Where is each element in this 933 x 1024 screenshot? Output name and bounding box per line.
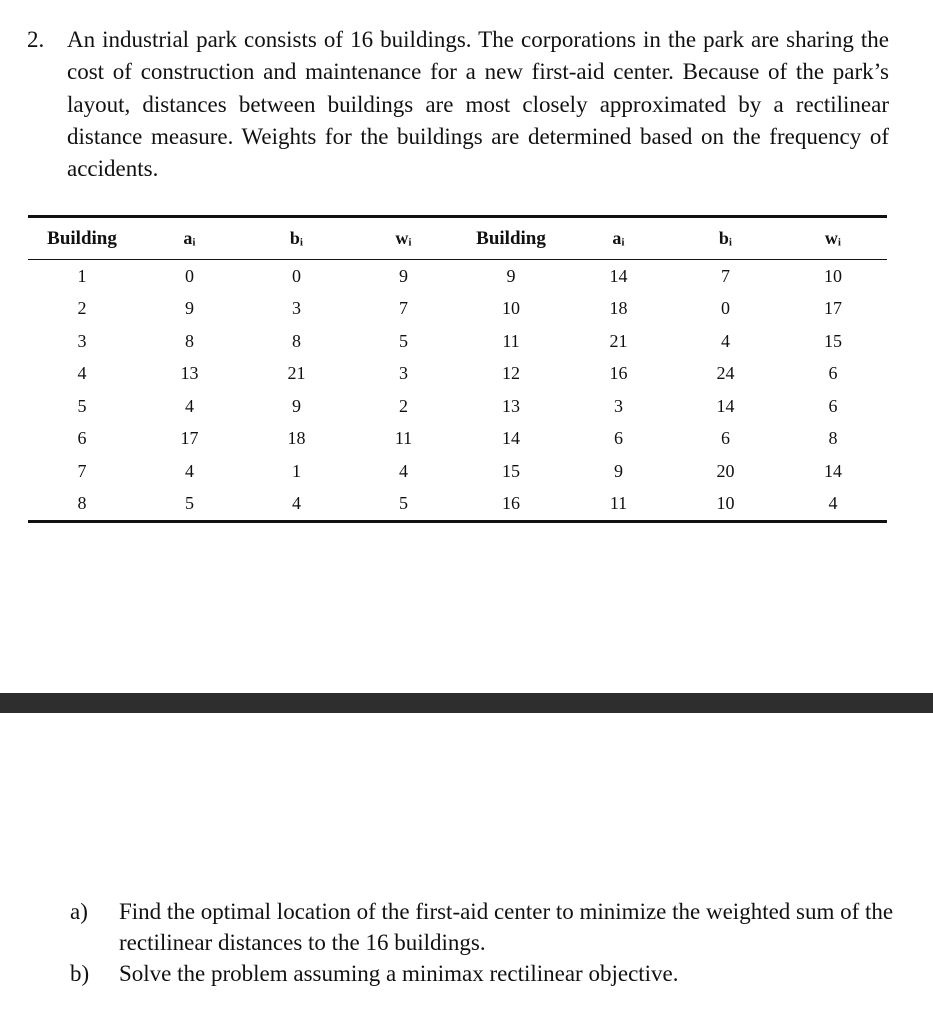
- table-cell: 24: [716, 363, 735, 384]
- table-cell: 5: [77, 395, 87, 416]
- header-b-2: bᵢ: [718, 228, 733, 248]
- table-cell: 11: [609, 493, 628, 514]
- table-row: [28, 423, 887, 456]
- table-cell: 12: [502, 363, 520, 384]
- table-cell: 4: [185, 460, 194, 481]
- table-header-row: [28, 217, 887, 260]
- question-a: [70, 896, 900, 958]
- table-row: [28, 455, 887, 488]
- question-a-text: Find the optimal location of the first-aid center to minimize the weighted sum of the rectilinear distances to the 16 buildings.: [119, 899, 894, 955]
- table-cell: 8: [185, 330, 194, 351]
- table-cell: 14: [716, 395, 735, 416]
- question-a-label: a): [70, 899, 88, 924]
- table-cell: 4: [185, 395, 194, 416]
- header-w-2: wᵢ: [824, 228, 842, 248]
- table-cell: 9: [506, 265, 516, 286]
- table-cell: 4: [292, 493, 301, 514]
- table-cell: 9: [292, 395, 301, 416]
- header-w: wᵢ: [395, 228, 412, 248]
- table-cell: 14: [609, 265, 628, 286]
- table-cell: 3: [292, 298, 301, 319]
- table-cell: 4: [721, 330, 730, 351]
- table-cell: 9: [614, 460, 623, 481]
- table-cell: 17: [824, 298, 842, 319]
- table-cell: 3: [399, 363, 408, 384]
- table-cell: 9: [185, 298, 194, 319]
- table-cell: 7: [399, 298, 408, 319]
- table-cell: 4: [828, 493, 838, 514]
- header-building-2: Building: [476, 227, 546, 249]
- table-row: [28, 325, 887, 358]
- table-cell: 18: [287, 428, 306, 449]
- table-cell: 21: [287, 363, 306, 384]
- question-b: [70, 958, 900, 989]
- table-cell: 8: [828, 428, 838, 449]
- table-cell: 15: [824, 330, 842, 351]
- table-cell: 13: [180, 363, 199, 384]
- table-cell: 0: [721, 298, 730, 319]
- table-cell: 10: [716, 493, 735, 514]
- header-b: bᵢ: [289, 228, 304, 248]
- table-cell: 8: [292, 330, 301, 351]
- table-row: [28, 390, 887, 423]
- table-cell: 4: [399, 460, 408, 481]
- table-cell: 3: [77, 330, 87, 351]
- table-cell: 6: [828, 395, 838, 416]
- divider-bar: [0, 693, 933, 713]
- table-cell: 7: [721, 265, 730, 286]
- table-cell: 5: [399, 493, 408, 514]
- header-a: aᵢ: [183, 228, 196, 248]
- table-cell: 20: [716, 460, 735, 481]
- problem-text: An industrial park consists of 16 buildings. The corporations in the park are sharing the cost of construction and maintenance for a new first-aid center. Because of the park’s layout, distances between buildings are most closely approximated by a rectilinear distance measure. Weights for the buildings are determined based on the frequency of accidents.: [67, 27, 889, 182]
- table-cell: 9: [399, 265, 408, 286]
- table-cell: 6: [77, 428, 87, 449]
- question-b-text: Solve the problem assuming a minimax rectilinear objective.: [119, 961, 679, 986]
- table-cell: 5: [185, 493, 194, 514]
- table-cell: 14: [824, 460, 842, 481]
- table-cell: 10: [824, 265, 842, 286]
- table-cell: 2: [399, 395, 408, 416]
- table-cell: 6: [614, 428, 623, 449]
- table-cell: 18: [609, 298, 628, 319]
- table-cell: 2: [77, 298, 87, 319]
- table-cell: 17: [180, 428, 199, 449]
- table-cell: 0: [292, 265, 301, 286]
- table-cell: 21: [609, 330, 628, 351]
- table-cell: 3: [614, 395, 623, 416]
- table-cell: 6: [828, 363, 838, 384]
- table-row: [28, 260, 887, 293]
- question-b-label: b): [70, 961, 90, 986]
- table-cell: 0: [185, 265, 194, 286]
- problem-number: 2.: [27, 27, 45, 52]
- table-cell: 8: [77, 493, 87, 514]
- table-cell: 11: [394, 428, 413, 449]
- building-data-table: [28, 215, 887, 523]
- header-building: Building: [47, 227, 117, 249]
- table-row: [28, 293, 887, 326]
- table-cell: 13: [502, 395, 520, 416]
- table-row: [28, 488, 887, 522]
- table-cell: 16: [609, 363, 628, 384]
- table-row: [28, 358, 887, 391]
- table-cell: 16: [502, 493, 520, 514]
- table-cell: 1: [292, 460, 301, 481]
- table-cell: 14: [502, 428, 520, 449]
- table-cell: 5: [399, 330, 408, 351]
- table-cell: 4: [77, 363, 87, 384]
- header-a-2: aᵢ: [612, 228, 625, 248]
- table-cell: 7: [77, 460, 87, 481]
- question-list: [70, 896, 900, 989]
- table-cell: 10: [502, 298, 520, 319]
- table-cell: 1: [77, 265, 87, 286]
- table-body: [28, 260, 887, 522]
- table-cell: 15: [502, 460, 520, 481]
- table-cell: 6: [721, 428, 730, 449]
- table-cell: 11: [502, 330, 520, 351]
